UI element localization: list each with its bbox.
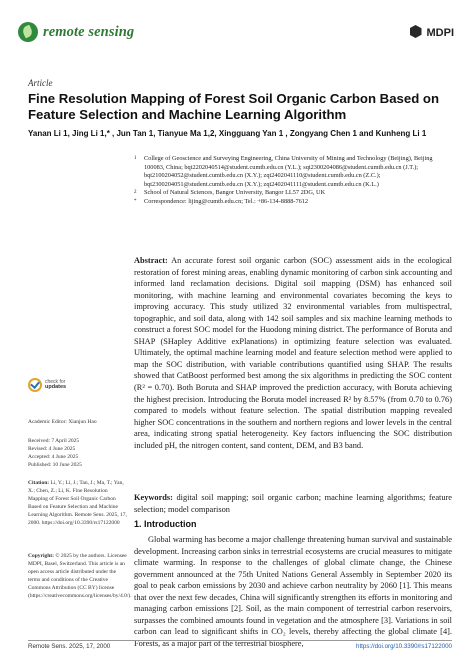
correspondence-text: Correspondence: lijing@cumtb.edu.cn; Tel.: +86-134-8888-7612 [144,197,309,205]
affiliation-item [134,155,454,189]
footer-divider [28,640,452,641]
abstract-label: Abstract: [134,256,168,265]
academic-editor [28,418,128,426]
affiliation-text: School of Natural Sciences, Bangor University, Bangor LL57 2DG, UK [144,189,326,197]
published-date: Published: 10 June 2025 [28,462,82,468]
affiliation-number: 2 [134,190,137,196]
copyright-label: Copyright: [28,553,54,559]
abstract [134,255,452,451]
journal-name: remote sensing [43,23,135,40]
affiliation-number: 1 [134,156,137,161]
footer-doi-link[interactable]: https://doi.org/10.3390/rs17122000 [356,643,452,650]
citation-block [28,479,128,527]
affiliations [134,155,454,207]
leaf-logo-icon [18,22,38,42]
check-updates-label [45,380,66,391]
copyright-text: © 2025 by the authors. Licensee MDPI, Basel, Switzerland. This article is an open access article distributed under the terms and conditions of the Creative Commons Attribution (CC BY) license (https://creativecommons.org/licenses/by/4.0/). [28,553,132,599]
citation-label: Citation: [28,480,50,486]
correspondence [134,198,454,207]
keywords-text: digital soil mapping; soil organic carbon; machine learning algorithms; feature selection; model comparison [134,493,452,514]
publisher-name: MDPI [426,26,454,39]
accepted-date: Accepted: 4 June 2025 [28,454,79,460]
mdpi-logo-icon [409,24,424,41]
check-updates-icon [28,378,42,392]
article-title: Fine Resolution Mapping of Forest Soil Organic Carbon Based on Feature Selection and Machine Learning Algorithm [28,91,440,122]
introduction-text: Global warming has become a major challenge threatening human survival and sustainable development. Increasing carbon sinks in terrestrial ecosystems are crucial measures to mitigate climate warming. In response to the challenges of global climate change, the Chinese government announced at the 75th United Nations General Assembly in September 2020 its goal to peak carbon emissions by 2030 and achieve carbon neutrality by 2060 [1]. This means that over the next few decades, China will significantly strengthen its efforts in monitoring and managing carbon emissions [2]. Soil, as the main component of terrestrial carbon reservoirs, surpasses the combined amounts found in vegetation and the atmosphere [3]. Variations in soil carbon can lead to significant shifts in CO₂ levels, thereby affecting the global climate [4]. Forests, as a major part of the terrestrial biosphere, [134,535,452,648]
revised-date: Revised: 4 June 2025 [28,446,76,452]
section-heading-introduction: 1. Introduction [134,519,197,529]
article-type: Article [28,78,53,88]
abstract-text: An accurate forest soil organic carbon (SOC) assessment aids in the ecological restoration of forest mining areas, enabling dynamic monitoring of carbon sink accounting and informed land reclamation decisions. Digital soil mapping (DSM) has enhanced soil monitoring, with machine learning and environmental covariates becoming the keys to improving accuracy. This study utilized 32 environmental variables from multispectral, topographic, and soil data, along with 142 soil samples and six machine learning methods to construct a forest SOC model for the Huodong mining district. The performance of Boruta and SHAP (SHapley Additive exPlanations) in optimizing feature selection was evaluated. Ultimately, the optimal machine learning model and feature selection method were applied to map the SOC distribution, with variable contributions quantified using SHAP. The results showed that CatBoost performed best among the six algorithms in predicting the SOC content (R² = 0.70). Both Boruta and SHAP improved the prediction accuracy, with Boruta achieving the highest precision. Introducing the Boruta model increased R² by 8.57% (from 0.70 to 0.76) compared to models without feature selection. The spatial distribution mapping revealed higher SOC concentrations in the southern and northern regions and lower levels in the central area, indicating strong spatial heterogeneity. Key factors influencing the SOC distribution included pH, the nitrogen content, sand content, DEM, and B3 band. [134,256,452,450]
journal-logo[interactable] [18,22,134,42]
authors-text: Yanan Li 1, Jing Li 1,* , Jun Tan 1, Tianyue Ma 1,2, Xingguang Yan 1 , Zongyang Chen 1 and Kunheng Li 1 [28,129,427,138]
affiliation-number: * [134,198,137,204]
affiliation-item [134,189,454,198]
keywords [134,492,452,515]
publisher-logo[interactable] [409,24,455,41]
dates-block [28,437,128,469]
keywords-label: Keywords: [134,493,173,502]
affiliation-text: College of Geoscience and Surveying Engineering, China University of Mining and Technology (Beijing), Beijing 100083, China; bqt2202040514@student.cumtb.edu.cn (Y.L.); sqt2300204086@student.cumtb.edu.cn (J.T.); bqt2100204052@student.cumtb.edu.cn (X.Y.); zqt2402041110@student.cumtb.edu.cn (Z.C.); bqt2300204051@student.cumtb.edu.cn (X.Y.); zqt2402041111@student.cumtb.edu.cn (K.L.) [144,155,433,188]
check-for-updates-button[interactable] [28,378,66,392]
footer-citation: Remote Sens. 2025, 17, 2000 [28,643,111,650]
received-date: Received: 7 April 2025 [28,438,80,444]
check-updates-line1: check for [45,378,66,385]
citation-text: Li, Y.; Li, J.; Tan, J.; Ma, T.; Yan, X.; Chen, Z.; Li, K. Fine Resolution Mapping of Forest Soil Organic Carbon Based on Feature Selection and Machine Learning Algorithm. Remote Sens. 2025, 17, 2000. https://doi.org/10.3390/rs17122000 [28,480,127,526]
academic-editor-text: Academic Editor: Xianjun Hao [28,419,97,425]
author-list [28,128,458,139]
check-updates-line2: updates [45,384,67,390]
copyright-block [28,552,132,600]
